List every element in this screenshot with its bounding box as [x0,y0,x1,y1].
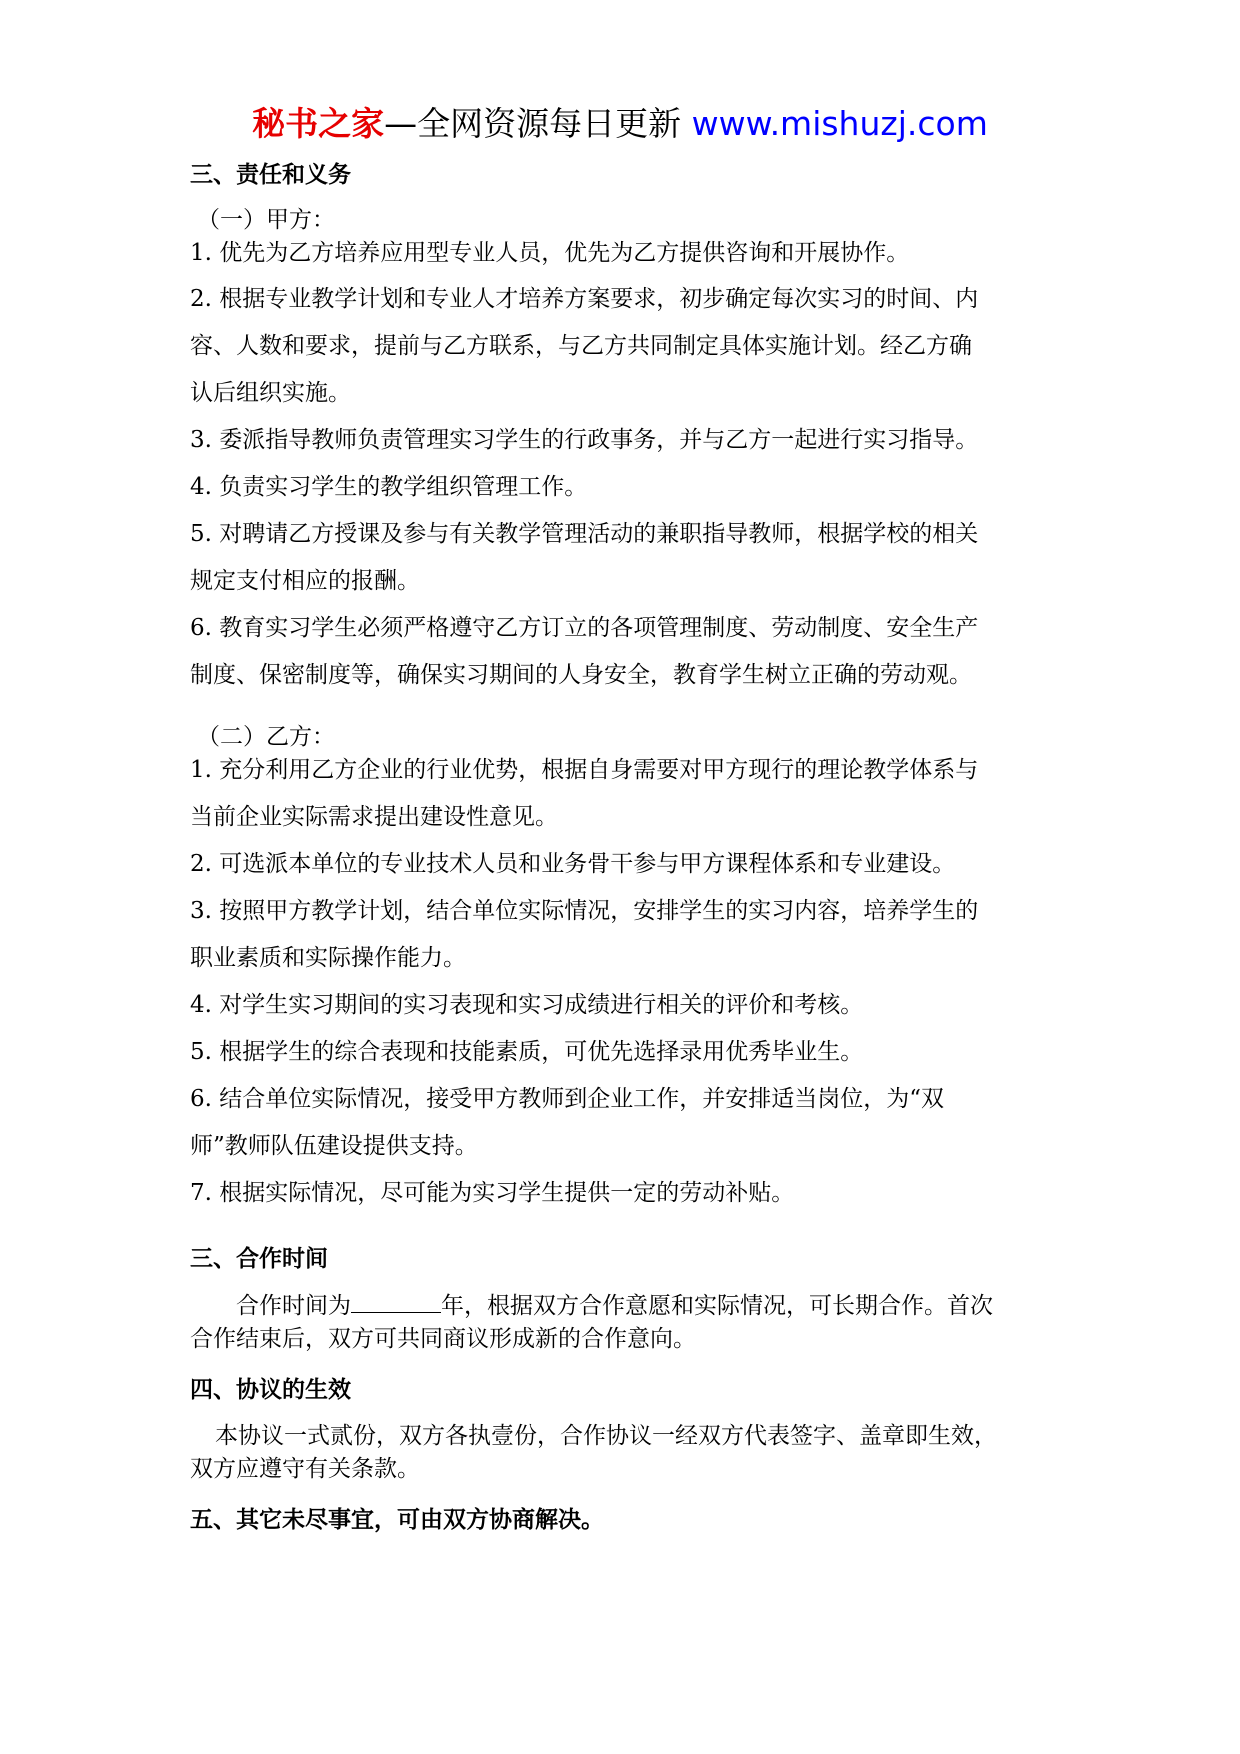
party-a-line: 1. 优先为乙方培养应用型专业人员，优先为乙方提供咨询和开展协作。 [190,240,910,266]
party-b-line: 7. 根据实际情况，尽可能为实习学生提供一定的劳动补贴。 [190,1180,795,1206]
banner-url-link[interactable]: www.mishuzj.com [691,104,988,143]
effect-line: 本协议一式贰份，双方各执壹份，合作协议一经双方代表签字、盖章即生效， [215,1423,997,1449]
section-heading-responsibilities: 三、责任和义务 [190,162,351,188]
party-a-label: （一）甲方： [197,207,335,233]
cooperation-time-prefix: 合作时间为 [236,1293,351,1319]
party-a-line: 规定支付相应的报酬。 [190,568,420,594]
section-heading-effect: 四、协议的生效 [190,1377,351,1403]
party-a-line: 4. 负责实习学生的教学组织管理工作。 [190,474,588,500]
party-b-line: 当前企业实际需求提出建设性意见。 [190,804,558,830]
effect-line: 双方应遵守有关条款。 [190,1456,420,1482]
cooperation-time-line [236,1289,1116,1323]
party-b-line: 3. 按照甲方教学计划，结合单位实际情况，安排学生的实习内容，培养学生的 [190,898,979,924]
party-b-line: 1. 充分利用乙方企业的行业优势，根据自身需要对甲方现行的理论教学体系与 [190,757,979,783]
party-a-line: 2. 根据专业教学计划和专业人才培养方案要求，初步确定每次实习的时间、内 [190,286,979,312]
section-heading-other: 五、其它未尽事宜，可由双方协商解决。 [190,1507,604,1533]
banner-brand: 秘书之家 [252,104,385,143]
party-a-line: 制度、保密制度等，确保实习期间的人身安全，教育学生树立正确的劳动观。 [190,662,972,688]
cooperation-time-line: 合作结束后，双方可共同商议形成新的合作意向。 [190,1326,696,1352]
party-b-line: 5. 根据学生的综合表现和技能素质，可优先选择录用优秀毕业生。 [190,1039,864,1065]
party-b-line: 4. 对学生实习期间的实习表现和实习成绩进行相关的评价和考核。 [190,992,864,1018]
cooperation-time-suffix: 年，根据双方合作意愿和实际情况，可长期合作。首次 [441,1293,993,1319]
party-b-line: 师”教师队伍建设提供支持。 [190,1133,478,1159]
party-a-line: 3. 委派指导教师负责管理实习学生的行政事务，并与乙方一起进行实习指导。 [190,427,979,453]
section-heading-cooperation-time: 三、合作时间 [190,1246,328,1272]
party-b-label: （二）乙方： [197,724,335,750]
party-a-line: 6. 教育实习学生必须严格遵守乙方订立的各项管理制度、劳动制度、安全生产 [190,615,979,641]
party-b-line: 2. 可选派本单位的专业技术人员和业务骨干参与甲方课程体系和专业建设。 [190,851,956,877]
party-a-line: 认后组织实施。 [190,380,351,406]
party-a-line: 5. 对聘请乙方授课及参与有关教学管理活动的兼职指导教师，根据学校的相关 [190,521,979,547]
party-a-line: 容、人数和要求，提前与乙方联系，与乙方共同制定具体实施计划。经乙方确 [190,333,972,359]
party-b-line: 6. 结合单位实际情况，接受甲方教师到企业工作，并安排适当岗位，为“双 [190,1086,945,1112]
banner-slogan: —全网资源每日更新 [384,104,692,143]
site-banner [0,100,1240,148]
party-b-line: 职业素质和实际操作能力。 [190,945,466,971]
cooperation-years-blank[interactable] [351,1290,441,1313]
